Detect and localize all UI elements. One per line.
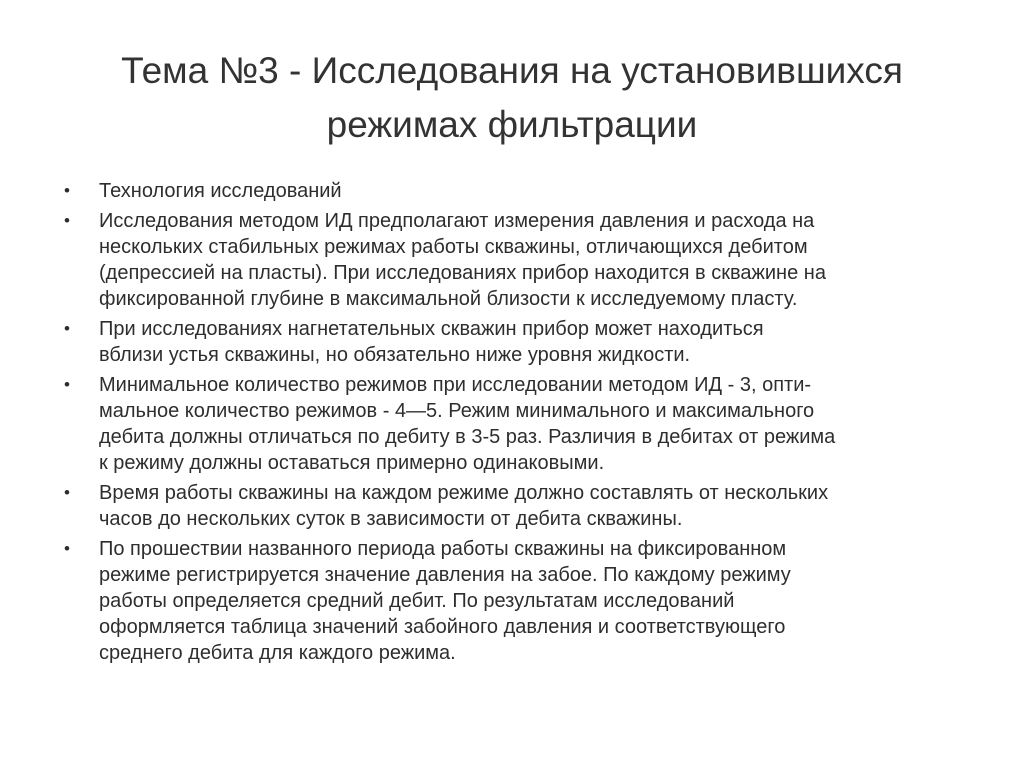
bullet-item-2 — [64, 208, 984, 312]
bullet-line: среднего дебита для каждого режима. — [99, 642, 456, 664]
bullet-dot: • — [64, 211, 70, 230]
bullet-line: нескольких стабильных режимах работы скважины, отличающихся дебитом — [99, 236, 808, 258]
bullet-line: дебита должны отличаться по дебиту в 3-5 раз. Различия в дебитах от режима — [99, 426, 836, 448]
bullet-line: оформляется таблица значений забойного давления и соответствующего — [99, 616, 786, 638]
bullet-text — [99, 372, 984, 476]
bullet-line: Время работы скважины на каждом режиме должно составлять от нескольких — [99, 482, 829, 504]
bullet-line: к режиму должны оставаться примерно одинаковыми. — [99, 452, 605, 474]
bullet-line: вблизи устья скважины, но обязательно ниже уровня жидкости. — [99, 344, 691, 366]
slide-title-line-1: Тема №3 - Исследования на установившихся — [121, 50, 903, 91]
bullet-dot: • — [64, 375, 70, 394]
bullet-text — [99, 208, 984, 312]
bullet-line: При исследованиях нагнетательных скважин прибор может находиться — [99, 318, 764, 340]
bullet-item-6 — [64, 536, 984, 666]
bullet-text — [99, 178, 984, 204]
bullet-item-4 — [64, 372, 984, 476]
bullet-dot: • — [64, 319, 70, 338]
bullet-dot: • — [64, 483, 70, 502]
bullet-line: По прошествии названного периода работы скважины на фиксированном — [99, 538, 787, 560]
slide-title-line-2: режимах фильтрации — [326, 104, 698, 145]
bullet-line: Технология исследований — [99, 180, 342, 202]
bullet-line: Минимальное количество режимов при исследовании методом ИД - 3, опти- — [99, 374, 812, 396]
bullet-text — [99, 536, 984, 666]
bullet-list — [64, 178, 984, 670]
bullet-line: (депрессией на пласты). При исследованиях прибор находится в скважине на — [99, 262, 826, 284]
bullet-line: часов до нескольких суток в зависимости от дебита скважины. — [99, 508, 683, 530]
bullet-line: работы определяется средний дебит. По результатам исследований — [99, 590, 735, 612]
bullet-line: режиме регистрируется значение давления на забое. По каждому режиму — [99, 564, 791, 586]
bullet-dot: • — [64, 181, 70, 200]
slide-title — [60, 44, 964, 152]
bullet-item-5 — [64, 480, 984, 532]
bullet-line: фиксированной глубине в максимальной близости к исследуемому пласту. — [99, 288, 798, 310]
bullet-dot: • — [64, 539, 70, 558]
bullet-text — [99, 480, 984, 532]
bullet-line: мальное количество режимов - 4—5. Режим минимального и максимального — [99, 400, 815, 422]
bullet-line: Исследования методом ИД предполагают измерения давления и расхода на — [99, 210, 815, 232]
bullet-text — [99, 316, 984, 368]
bullet-item-3 — [64, 316, 984, 368]
bullet-item-1 — [64, 178, 984, 204]
